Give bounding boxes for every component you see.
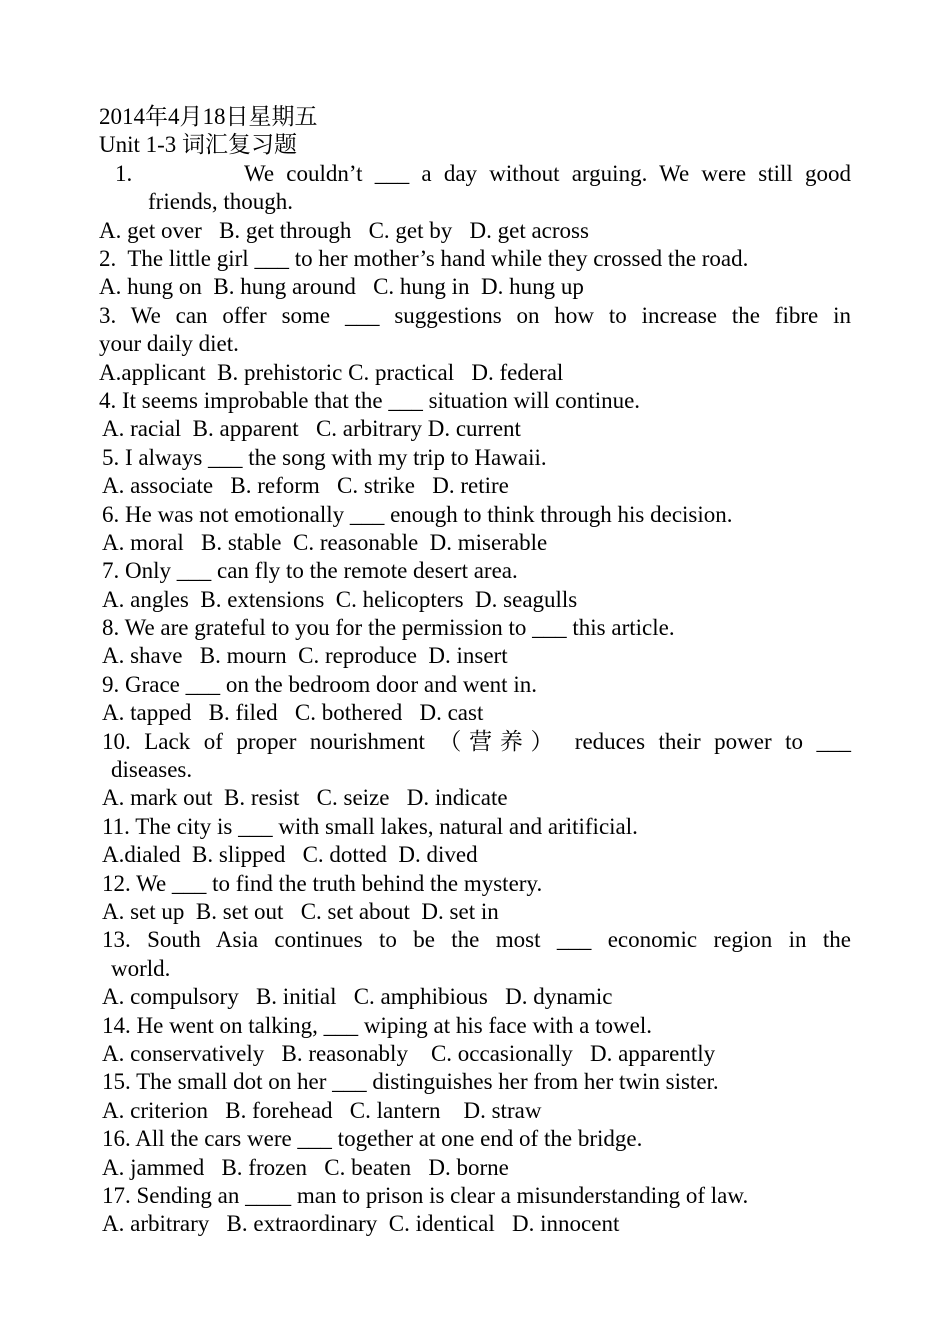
question-17-stem: 17. Sending an ____ man to prison is clear a misunderstanding of law. (102, 1182, 749, 1208)
question-12-options: A. set up B. set out C. set about D. set in (102, 898, 499, 924)
question-7-options: A. angles B. extensions C. helicopters D. seagulls (102, 586, 578, 612)
question-7-stem: 7. Only ___ can fly to the remote desert area. (102, 558, 518, 584)
question-12-stem: 12. We ___ to find the truth behind the mystery. (102, 870, 543, 896)
question-10-options: A. mark out B. resist C. seize D. indicate (102, 785, 508, 811)
question-6-stem: 6. He was not emotionally ___ enough to think through his decision. (102, 501, 733, 527)
question-10-stem-line1: 10. Lack of proper nourishment （营养） reduces their power to ___ (102, 728, 851, 754)
question-9-stem: 9. Grace ___ on the bedroom door and went in. (102, 671, 537, 697)
question-8-options: A. shave B. mourn C. reproduce D. insert (102, 643, 508, 669)
question-16-options: A. jammed B. frozen C. beaten D. borne (102, 1154, 509, 1180)
document-body (99, 103, 851, 1239)
question-11-options: A.dialed B. slipped C. dotted D. dived (102, 842, 478, 868)
question-3-options: A.applicant B. prehistoric C. practical D. federal (99, 359, 564, 385)
question-1-number: 1. (115, 160, 133, 186)
question-13-stem-line2: world. (111, 955, 171, 981)
question-11-stem: 11. The city is ___ with small lakes, natural and aritificial. (102, 813, 638, 839)
question-13-options: A. compulsory B. initial C. amphibious D. dynamic (102, 984, 613, 1010)
question-8-stem: 8. We are grateful to you for the permission to ___ this article. (102, 615, 675, 641)
question-15-options: A. criterion B. forehead C. lantern D. straw (102, 1097, 542, 1123)
question-15-stem: 15. The small dot on her ___ distinguishes her from her twin sister. (102, 1069, 719, 1095)
question-17-options: A. arbitrary B. extraordinary C. identical D. innocent (102, 1211, 620, 1237)
question-2-options: A. hung on B. hung around C. hung in D. hung up (99, 274, 584, 300)
question-2-stem: 2. The little girl ___ to her mother’s hand while they crossed the road. (99, 245, 749, 271)
question-14-stem: 14. He went on talking, ___ wiping at his face with a towel. (102, 1012, 652, 1038)
question-13-stem-line1: 13. South Asia continues to be the most ___ economic region in the (102, 927, 851, 953)
question-3-stem-line1: 3. We can offer some ___ suggestions on how to increase the fibre in (99, 302, 851, 328)
question-5-stem: 5. I always ___ the song with my trip to Hawaii. (102, 444, 547, 470)
question-3-stem-line2: your daily diet. (99, 331, 239, 357)
question-9-options: A. tapped B. filed C. bothered D. cast (102, 700, 484, 726)
question-1-stem-line2: friends, though. (148, 189, 294, 215)
question-1-options: A. get over B. get through C. get by D. get across (99, 217, 589, 243)
question-1-stem (99, 160, 851, 217)
question-3-stem (99, 302, 851, 359)
question-1-stem-line1: We couldn’t ___ a day without arguing. We were still good (244, 160, 851, 186)
question-4-options: A. racial B. apparent C. arbitrary D. current (102, 416, 521, 442)
question-16-stem: 16. All the cars were ___ together at one end of the bridge. (102, 1126, 643, 1152)
question-5-options: A. associate B. reform C. strike D. retire (102, 473, 509, 499)
question-13-stem (99, 926, 851, 983)
question-10-stem-line2: diseases. (111, 757, 193, 783)
document-date: 2014年4月18日星期五 (99, 104, 318, 129)
document-title: Unit 1-3 词汇复习题 (99, 132, 298, 158)
question-6-options: A. moral B. stable C. reasonable D. miserable (102, 529, 548, 555)
question-10-stem (99, 728, 851, 785)
question-14-options: A. conservatively B. reasonably C. occasionally D. apparently (102, 1040, 716, 1066)
question-4-stem: 4. It seems improbable that the ___ situation will continue. (99, 387, 641, 413)
